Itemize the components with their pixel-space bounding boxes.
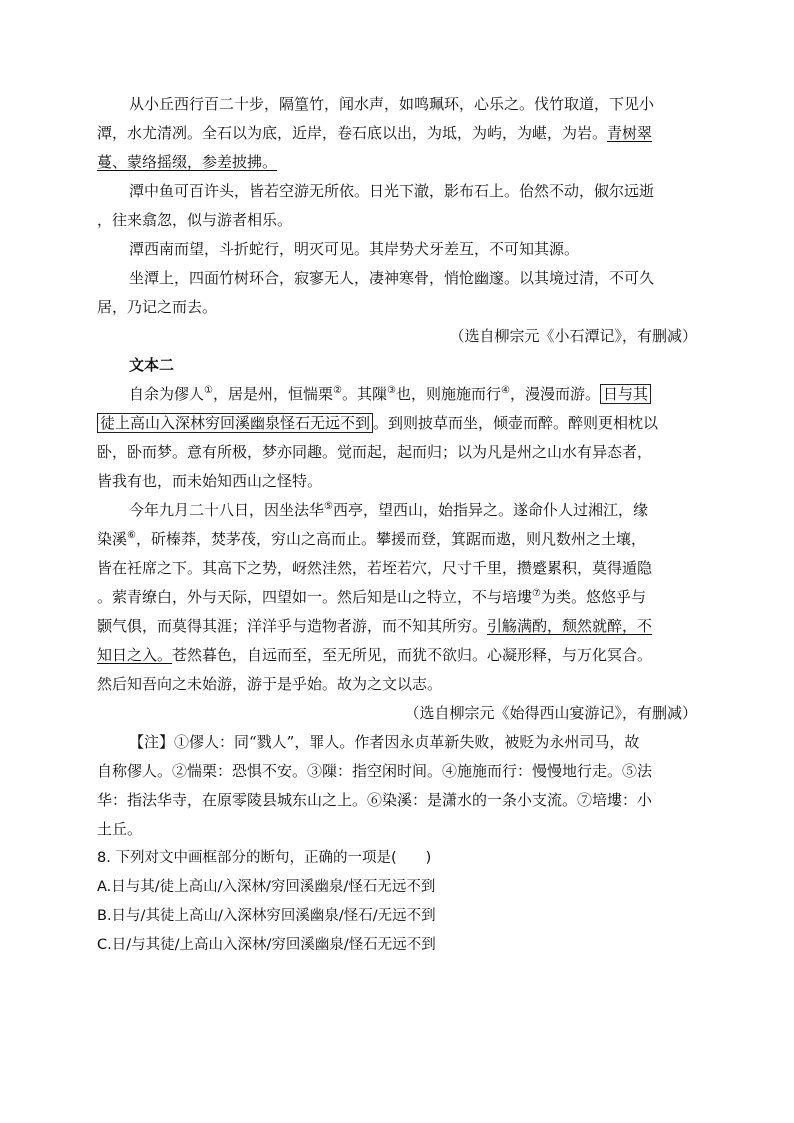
underlined-phrase: 蔓、蒙络摇缀，参差披拂。 [97, 153, 278, 171]
footnote-marker: ⑤ [324, 501, 333, 512]
footnote-marker: ③ [386, 385, 396, 396]
question8-option-b: B.日与/其徒上高山/入深林穷回溪幽泉/怪石/无远不到 [97, 908, 436, 924]
text1-para2-line2: ，往来翕忽，似与游者相乐。 [97, 211, 293, 229]
text2-para2-line4 [97, 583, 697, 612]
text-run: 也，则施施而行 [395, 385, 501, 403]
text2-para1-line3: 卧，卧而梦。意有所极，梦亦同趣。觉而起，起而归；以为凡是州之山水有异态者， [97, 443, 653, 461]
text-run: ，居是州，恒惴栗 [212, 385, 333, 403]
text-run: 。到则披草而坐，倾壶而醉。醉则更相枕以 [373, 414, 659, 432]
notes-line1: 【注】①僇人：同“戮人”，罪人。作者因永贞革新失败，被贬为永州司马，故 [129, 733, 640, 751]
question8-option-c: C.日/与其徒/上高山入深林/穷回溪幽泉/怪石无远不到 [97, 937, 436, 953]
boxed-phrase: 日与其 [600, 384, 651, 404]
text-run: ，漫漫而游。 [509, 385, 600, 403]
text2-para2-line3: 皆在衽席之下。其高下之势，岈然洼然，若垤若穴，尺寸千里，攒蹙累积，莫得遁隐 [97, 559, 653, 577]
text1-para1-line2 [97, 119, 697, 148]
text-run: 。萦青缭白，外与天际，四望如一。然后知是山之特立，不与培塿 [97, 588, 533, 606]
question8-stem: 8. 下列对文中画框部分的断句，正确的一项是( ) [97, 850, 432, 866]
text1-para1-line1: 从小丘西行百二十步，隔篁竹，闻水声，如鸣珮环，心乐之。伐竹取道，下见小 [129, 95, 655, 113]
notes-line3: 华：指法华寺，在原零陵县城东山之上。⑥染溪：是潇水的一条小支流。⑦培塿：小 [97, 791, 653, 809]
notes-line2: 自称僇人。②惴栗：恐惧不安。③隟：指空闲时间。④施施而行：慢慢地行走。⑤法 [97, 762, 653, 780]
text-run: 。其隟 [341, 385, 387, 403]
notes-line4: 土丘。 [97, 820, 143, 838]
footnote-marker: ① [204, 385, 213, 396]
text2-para1-line1 [97, 380, 697, 409]
text1-para4-line2: 居，乃记之而去。 [97, 298, 218, 316]
footnote-marker: ④ [500, 385, 510, 396]
footnote-marker: ⑦ [532, 588, 541, 599]
text1-para1-line3 [97, 148, 697, 177]
underlined-phrase: 知日之入。 [97, 646, 173, 664]
text2-para2-line7: 然后知吾向之未始游，游于是乎始。故为之文以志。 [97, 675, 443, 693]
footnote-marker: ② [333, 385, 342, 396]
text2-source: （选自柳宗元《始得西山宴游记》，有删减） [404, 704, 697, 722]
text-run: 自余为僇人 [129, 385, 205, 403]
page-content [97, 90, 697, 960]
text-run: ，斫榛莽，焚茅茷，穷山之高而止。攀援而登，箕踞而遨，则凡数州之土壤， [135, 530, 646, 548]
text1-source: （选自柳宗元《小石潭记》，有删减） [449, 327, 697, 345]
text2-para1-line4: 皆我有也，而未始知西山之怪特。 [97, 472, 323, 490]
text-run: 苍然暮色，自远而至，至无所见，而犹不欲归。心凝形释，与万化冥合。 [172, 646, 653, 664]
text-run: 为类。悠悠乎与 [540, 588, 646, 606]
text2-heading: 文本二 [129, 356, 175, 374]
boxed-phrase: 徒上高山入深林穷回溪幽泉怪石无远不到 [97, 413, 373, 433]
text-run: 颢气俱，而莫得其涯；洋洋乎与造物者游，而不知其所穷。 [97, 617, 488, 635]
text1-para4-line1: 坐潭上，四面竹树环合，寂寥无人，凄神寒骨，悄怆幽邃。以其境过清，不可久 [129, 269, 655, 287]
text2-para2-line2 [97, 525, 697, 554]
text-run: 今年九月二十八日，因坐法华 [129, 501, 325, 519]
text2-para2-line5 [97, 612, 697, 641]
text1-para1-line2-text: 潭，水尤清冽。全石以为底，近岸，卷石底以出，为坻，为屿，为嵁，为岩。 [97, 124, 608, 142]
text-run: 染溪 [97, 530, 128, 548]
text-run: 西亭，望西山，始指异之。遂命仆人过湘江，缘 [332, 501, 648, 519]
underlined-phrase: 引觞满酌，颓然就醉，不 [487, 617, 653, 635]
question8-option-a: A.日与其/徒上高山/入深林/穷回溪幽泉/怪石无远不到 [97, 879, 436, 895]
underlined-phrase: 青树翠 [607, 124, 653, 142]
text1-para3-line1: 潭西南而望，斗折蛇行，明灭可见。其岸势犬牙差互，不可知其源。 [129, 240, 580, 258]
text2-para2-line1 [97, 496, 697, 525]
text2-para2-line6 [97, 641, 697, 670]
footnote-marker: ⑥ [127, 530, 136, 541]
text2-para1-line2 [97, 409, 697, 438]
text1-para2-line1: 潭中鱼可百许头，皆若空游无所依。日光下澈，影布石上。佁然不动，俶尔远逝 [129, 182, 655, 200]
